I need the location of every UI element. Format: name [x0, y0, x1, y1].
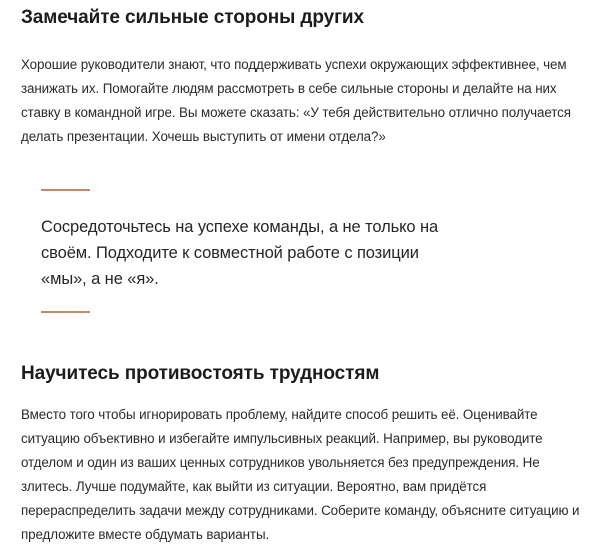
pull-quote: [0, 180, 600, 320]
quote-divider-top: [41, 189, 90, 191]
pull-quote-text: Сосредоточьтесь на успехе команды, а не только на своём. Подходите к совместной работе с позиции «мы», а не «я».: [41, 218, 439, 288]
section-heading-strengths: Замечайте сильные стороны других: [21, 7, 364, 28]
section-paragraph-strengths: Хорошие руководители знают, что поддерживать успехи окружающих эффективнее, чем занижать их. Помогайте людям рассмотреть в себе сильные стороны и делайте на них ставку в командной игре. Вы можете сказать: «У тебя действительно отлично получается делать презентации. Хочешь выступить от имени отдела?»: [21, 57, 571, 144]
section-heading-difficulties: Научитесь противостоять трудностям: [21, 363, 380, 384]
quote-divider-bottom: [41, 311, 90, 313]
section-paragraph-difficulties: Вместо того чтобы игнорировать проблему, найдите способ решить её. Оценивайте ситуацию объективно и избегайте импульсивных реакций. Например, вы руководите отделом и один из ваших ценных сотрудников увольняется без предупреждения. Не злитесь. Лучше подумайте, как выйти из ситуации. Вероятно, вам придётся перераспределить задачи между сотрудниками. Соберите команду, объясните ситуацию и предложите вместе обдумать варианты.: [21, 407, 580, 542]
